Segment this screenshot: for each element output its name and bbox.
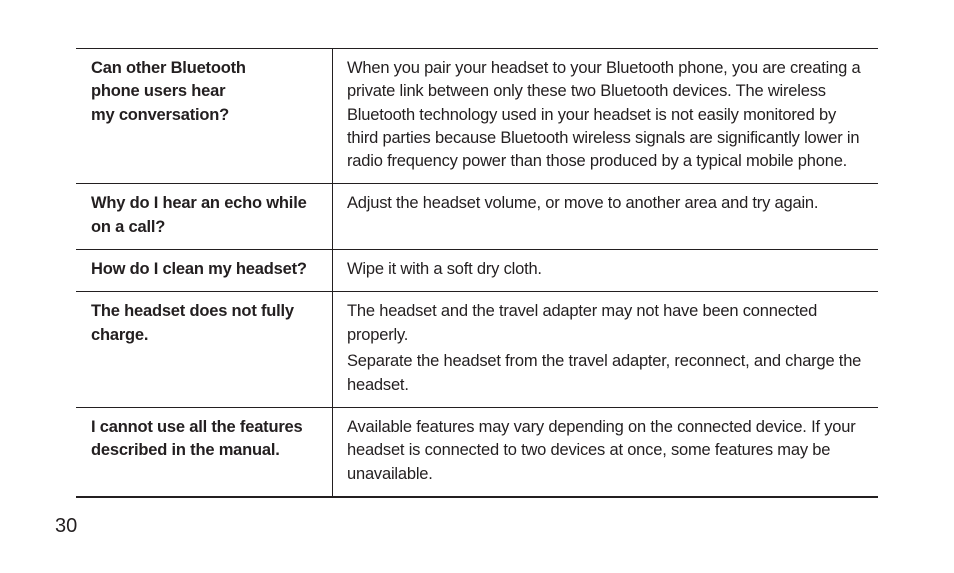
faq-answer <box>333 184 878 249</box>
faq-row <box>76 407 878 496</box>
faq-question <box>76 49 333 183</box>
faq-answer <box>333 49 878 183</box>
faq-question-line: Can other Bluetooth <box>91 59 246 77</box>
faq-question-line: How do I clean my headset? <box>91 260 307 279</box>
faq-row <box>76 291 878 407</box>
faq-question <box>76 408 333 496</box>
faq-answer <box>333 250 878 291</box>
faq-question-line: phone users hear <box>91 82 226 101</box>
faq-question-line: I cannot use all the features described in the manual. <box>91 418 303 460</box>
faq-answer-paragraph: Wipe it with a soft dry cloth. <box>347 260 542 279</box>
faq-row <box>76 49 878 183</box>
faq-answer-paragraph: When you pair your headset to your Bluetooth phone, you are creating a private link between only these two Bluetooth devices. The wireless Bluetooth technology used in your headset is not easily monitored by third parties because Bluetooth wireless signals are significantly lower in radio frequency power than those produced by a typical mobile phone. <box>347 59 861 171</box>
faq-table <box>76 48 878 498</box>
page-number: 30 <box>55 515 78 537</box>
faq-answer-paragraph: The headset and the travel adapter may not have been connected properly. <box>347 302 818 344</box>
faq-answer <box>333 408 878 496</box>
faq-row <box>76 183 878 249</box>
faq-answer-paragraph: Separate the headset from the travel adapter, reconnect, and charge the headset. <box>347 352 862 394</box>
faq-answer <box>333 292 878 407</box>
faq-question <box>76 184 333 249</box>
faq-question <box>76 292 333 407</box>
faq-row <box>76 249 878 291</box>
faq-question-line: my conversation? <box>91 105 230 124</box>
faq-answer-paragraph: Available features may vary depending on the connected device. If your headset is connected to two devices at once, some features may be unavailable. <box>347 418 856 483</box>
faq-question-line: The headset does not fully charge. <box>91 302 294 344</box>
faq-answer-paragraph: Adjust the headset volume, or move to another area and try again. <box>347 194 819 213</box>
faq-question-line: Why do I hear an echo while on a call? <box>91 194 307 236</box>
faq-question <box>76 250 333 291</box>
